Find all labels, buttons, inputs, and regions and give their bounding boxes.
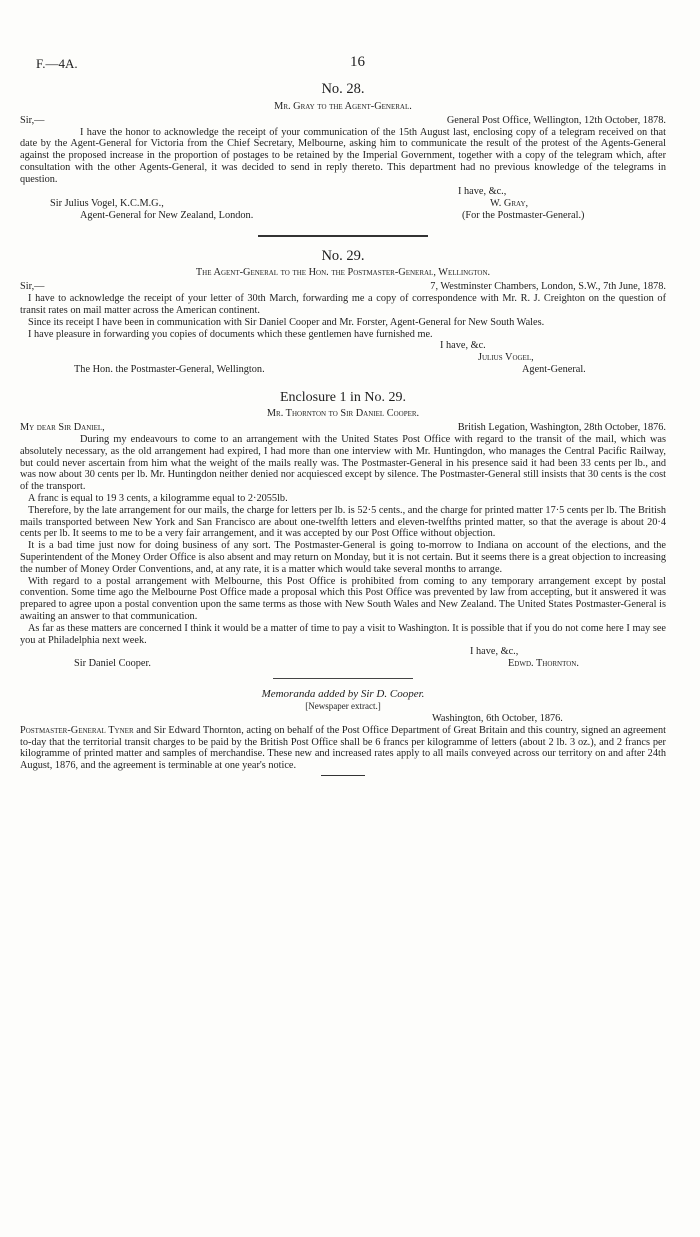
enclosure-closing: I have, &c.,: [470, 646, 519, 658]
memoranda-title: Memoranda added by Sir D. Cooper.: [261, 688, 425, 701]
enclosure-title: Mr. Thornton to Sir Daniel Cooper.: [266, 408, 420, 420]
section-divider: [258, 235, 428, 237]
enclosure-signature: Edwd. Thornton.: [508, 658, 579, 670]
letter-29-paragraph-3: I have pleasure in forwarding you copies of documents which these gentlemen have furnished me.: [28, 328, 433, 340]
enclosure-paragraph-4: It is a bad time just now for doing business of any sort. The Postmaster-General is going to-morrow to Indiana on account of the elections, and the Superintendent of the Money Order Office is also absent and may return on Monday, but it is not certain. But it seems there is a great objection to increasing the number of Money Order Conventions, and, at any rate, it is a matter which would take several months to arrange.: [20, 540, 666, 575]
letter-28-signature: W. Gray,: [490, 197, 529, 209]
enclosure-addressee: Sir Daniel Cooper.: [74, 658, 151, 670]
letter-28-body: I have the honor to acknowledge the receipt of your communication of the 15th August last, enclosing copy of a telegram received on that date by the Agent-General for Victoria from the Chief Secretary, Melbourne, asking him to communicate the result of the protest of the Agents-General against the proposed increase in the proportion of postages to be retained by the Imperial Government, together with a copy of the telegram which, after consultation with the other Agents-General, it was decided to send in reply thereto. This department had no previous knowledge of the telegrams in question.: [20, 126, 666, 185]
memoranda-lead: Postmaster-General Tyner: [20, 724, 134, 736]
enclosure-address: British Legation, Washington, 28th October, 1876.: [457, 421, 666, 433]
letter-28-closing: I have, &c.,: [458, 185, 507, 197]
letter-29-title: The Agent-General to the Hon. the Postmaster-General, Wellington.: [195, 267, 491, 279]
letter-29-address: 7, Westminster Chambers, London, S.W., 7th June, 1878.: [430, 281, 666, 293]
letter-28-closing-row: [20, 186, 666, 198]
letter-29-closing: I have, &c.: [440, 340, 486, 352]
page-header: [20, 54, 666, 78]
enclosure-signature-row: [20, 658, 666, 670]
letter-29-addressee: The Hon. the Postmaster-General, Wellington.: [74, 364, 265, 376]
letter-29-signature: Julius Vogel,: [478, 352, 534, 364]
memoranda-dateline-row: [20, 713, 666, 725]
letter-28-heading-row: [20, 115, 666, 127]
enclosure-salutation: My dear Sir Daniel,: [20, 421, 105, 433]
letter-29-paragraph-1: I have to acknowledge the receipt of your letter of 30th March, forwarding me a copy of correspondence with Mr. R. J. Creighton on the question of transit rates on mail matter across the American continent.: [20, 293, 666, 316]
enclosure-paragraph-2: A franc is equal to 19 3 cents, a kilogramme equal to 2·2055lb.: [28, 492, 288, 504]
letter-29-addressee-row: [20, 364, 666, 376]
enclosure-heading: Enclosure 1 in No. 29.: [280, 390, 406, 406]
letter-28-salutation: Sir,—: [20, 114, 45, 126]
memoranda-body: and Sir Edward Thornton, acting on behalf of the Post Office Department of Great Britain and this country, signed an agreement to-day that the territorial transit charges to be paid by the British Post Office shall be 6 francs per kilogramme of letters (about 2 lb. 3 oz.), and 2 francs per kilogramme of printed matter and samples of merchandise. These new and increased rates apply to all mails conveyed across our territory on and after 24th August, 1876, and the agreement is terminable at one year's notice.: [20, 724, 666, 772]
page-number: 16: [350, 54, 365, 70]
document-reference: F.—4A.: [36, 56, 78, 71]
letter-29-number: No. 29.: [321, 247, 365, 264]
memoranda-divider: [273, 678, 413, 679]
letter-28-title-row: [20, 210, 666, 222]
letter-28-address: General Post Office, Wellington, 12th October, 1878.: [446, 114, 666, 126]
letter-28-addressee-title: Agent-General for New Zealand, London.: [80, 209, 254, 221]
document-page: [20, 54, 666, 776]
enclosure-paragraph-3: Therefore, by the late arrangement for our mails, the charge for letters per lb. is 52·5 cents., and the charge for printed matter 17·5 cents per lb. The British mails transported between New York and San Francisco are about one-twelfth letters and eleven-twelfths printed matter, so that the average is about 20·4 cents per lb. It seems to me to be a very fair arrangement, and it was accepted by our Post Office without objection.: [20, 504, 666, 540]
letter-28-signature-title: (For the Postmaster-General.): [462, 209, 585, 221]
enclosure-closing-row: [20, 646, 666, 658]
memoranda-body-paragraph: [20, 725, 666, 772]
letter-29-heading-row: [20, 281, 666, 293]
letter-29-salutation: Sir,—: [20, 281, 45, 293]
enclosure-paragraph-1: During my endeavours to come to an arrangement with the United States Post Office with regard to the transit of the mail, which was absolutely necessary, as the old arrangement had expired, I had more than one interview with Mr. Huntingdon, who manages the Central Pacific Railway, but could never ascertain from him what the weight of the mails really was. The Postmaster-General in his presence said it had been 33 cents per lb., and was now about 30 cents per lb. Mr. Huntingdon neither denied nor acquiesced except by silence. The Postmaster-General still insists that 30 cents is the cost of the transport.: [20, 433, 666, 493]
letter-28-addressee-name: Sir Julius Vogel, K.C.M.G.,: [50, 197, 164, 209]
letter-28-sign-row: [20, 198, 666, 210]
letter-29-paragraph-2: Since its receipt I have been in communication with Sir Daniel Cooper and Mr. Forster, Agent-General for New South Wales.: [28, 316, 545, 328]
letter-28-number: No. 28.: [321, 81, 365, 97]
end-rule: [321, 775, 365, 776]
memoranda-dateline: Washington, 6th October, 1876.: [432, 712, 563, 724]
letter-29-signature-row: [20, 352, 666, 364]
enclosure-paragraph-6: As far as these matters are concerned I think it would be a matter of time to pay a visit to Washington. It is possible that if you do not come here I may see you at Philadelphia next week.: [20, 622, 666, 646]
letter-28-title: Mr. Gray to the Agent-General.: [274, 100, 412, 112]
enclosure-paragraph-5: With regard to a postal arrangement with Melbourne, this Post Office is prohibited from coming to any temporary arrangement except by postal convention. Some time ago the Melbourne Post Office made a proposal which this Post Office was prevented by law from accepting, but it answered it was prepared to agree upon a postal convention upon the same terms as those with New South Wales and New Zealand. The United States Postmaster-General is awaiting an answer to that communication.: [20, 575, 666, 622]
letter-29-signature-title: Agent-General.: [522, 364, 586, 376]
memoranda-note: [Newspaper extract.]: [305, 701, 381, 712]
enclosure-heading-row: [20, 422, 666, 434]
letter-29-closing-row: [20, 340, 666, 352]
